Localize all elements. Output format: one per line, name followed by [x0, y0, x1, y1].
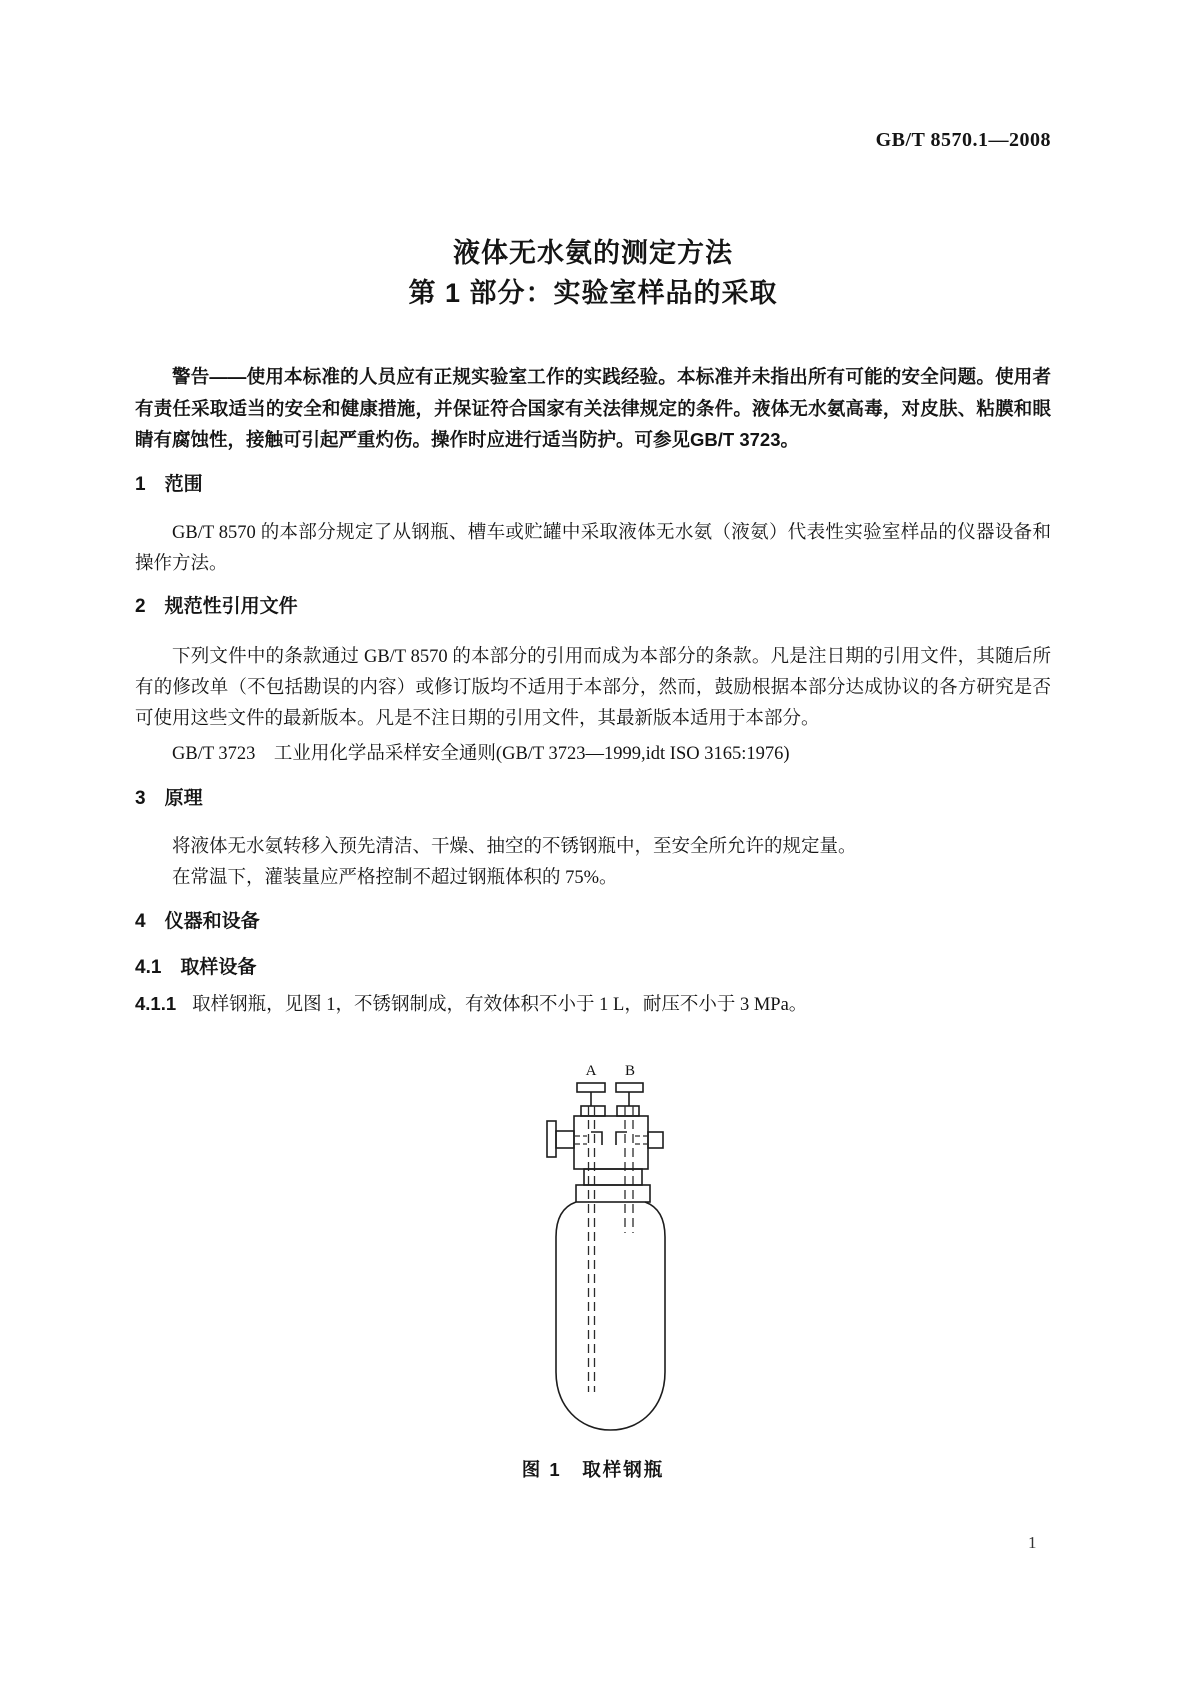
section-2-number: 2: [135, 595, 146, 617]
sampling-cylinder-diagram: [539, 1057, 679, 1437]
internal-passage-a: [591, 1132, 602, 1145]
section-3-para-1: 将液体无水氨转移入预先清洁、干燥、抽空的不锈钢瓶中，至安全所允许的规定量。: [172, 836, 857, 857]
standard-code: GB/T 8570.1—2008: [875, 129, 1051, 151]
section-3-para-2: 在常温下，灌装量应严格控制不超过钢瓶体积的 75%。: [172, 867, 618, 888]
left-connector: [556, 1131, 574, 1148]
page-number: 1: [1028, 1533, 1037, 1552]
section-1-title: 范围: [164, 473, 203, 495]
normative-reference: GB/T 3723 工业用化学品采样安全通则(GB/T 3723—1999,idt ISO 3165:1976): [172, 743, 790, 764]
page-content: [135, 0, 1051, 1482]
document-title: [135, 233, 1051, 313]
valve-a-nut: [581, 1106, 605, 1116]
valve-a-label: A: [585, 1062, 597, 1079]
section-4-1-heading: [135, 957, 1051, 979]
valve-b-handle: [616, 1083, 643, 1092]
cylinder-collar: [576, 1185, 650, 1202]
clause-4-1-1-text: 取样钢瓶，见图 1，不锈钢制成，有效体积不小于 1 L，耐压不小于 3 MPa。: [192, 994, 808, 1015]
section-1-number: 1: [135, 473, 146, 495]
left-flange: [547, 1121, 556, 1157]
section-4-number: 4: [135, 910, 146, 932]
clause-4-1-1: [135, 988, 1051, 1021]
valve-b-label: B: [624, 1062, 636, 1079]
section-4-heading: [135, 911, 1051, 933]
figure-1: [135, 1057, 1051, 1482]
warning-paragraph: 警告——使用本标准的人员应有正规实验室工作的实践经验。本标准并未指出所有可能的安全问题。使用者有责任采取适当的安全和健康措施，并保证符合国家有关法律规定的条件。液体无水氨高毒，对皮肤、粘膜和眼睛有腐蚀性，接触可引起严重灼伤。操作时应进行适当防护。可参见GB/T 3723。: [135, 366, 1051, 450]
section-4-1-title: 取样设备: [180, 956, 257, 978]
section-1-heading: [135, 474, 1051, 496]
section-2-heading: [135, 596, 1051, 618]
title-line-2: 第 1 部分：实验室样品的采取: [408, 278, 778, 308]
section-1-body: GB/T 8570 的本部分规定了从钢瓶、槽车或贮罐中采取液体无水氨（液氨）代表性实验室样品的仪器设备和操作方法。: [135, 522, 1051, 574]
title-line-1: 液体无水氨的测定方法: [453, 238, 733, 268]
section-3-title: 原理: [164, 787, 203, 809]
section-3-number: 3: [135, 787, 146, 809]
valve-b-nut: [617, 1106, 639, 1116]
valve-body: [574, 1116, 648, 1169]
valve-a-handle: [577, 1083, 605, 1092]
right-port: [648, 1132, 663, 1148]
section-4-title: 仪器和设备: [164, 910, 260, 932]
section-2-body: 下列文件中的条款通过 GB/T 8570 的本部分的引用而成为本部分的条款。凡是注日期的引用文件，其随后所有的修改单（不包括勘误的内容）或修订版均不适用于本部分，然而，鼓励根据本部分达成协议的各方研究是否可使用这些文件的最新版本。凡是不注日期的引用文件，其最新版本适用于本部分。: [135, 646, 1051, 729]
cylinder-body-outline: [556, 1202, 665, 1430]
section-3-heading: [135, 788, 1051, 810]
figure-1-caption: 图 1 取样钢瓶: [521, 1458, 665, 1480]
clause-4-1-1-number: 4.1.1: [135, 992, 177, 1014]
section-4-1-number: 4.1: [135, 956, 162, 978]
section-2-title: 规范性引用文件: [164, 595, 298, 617]
